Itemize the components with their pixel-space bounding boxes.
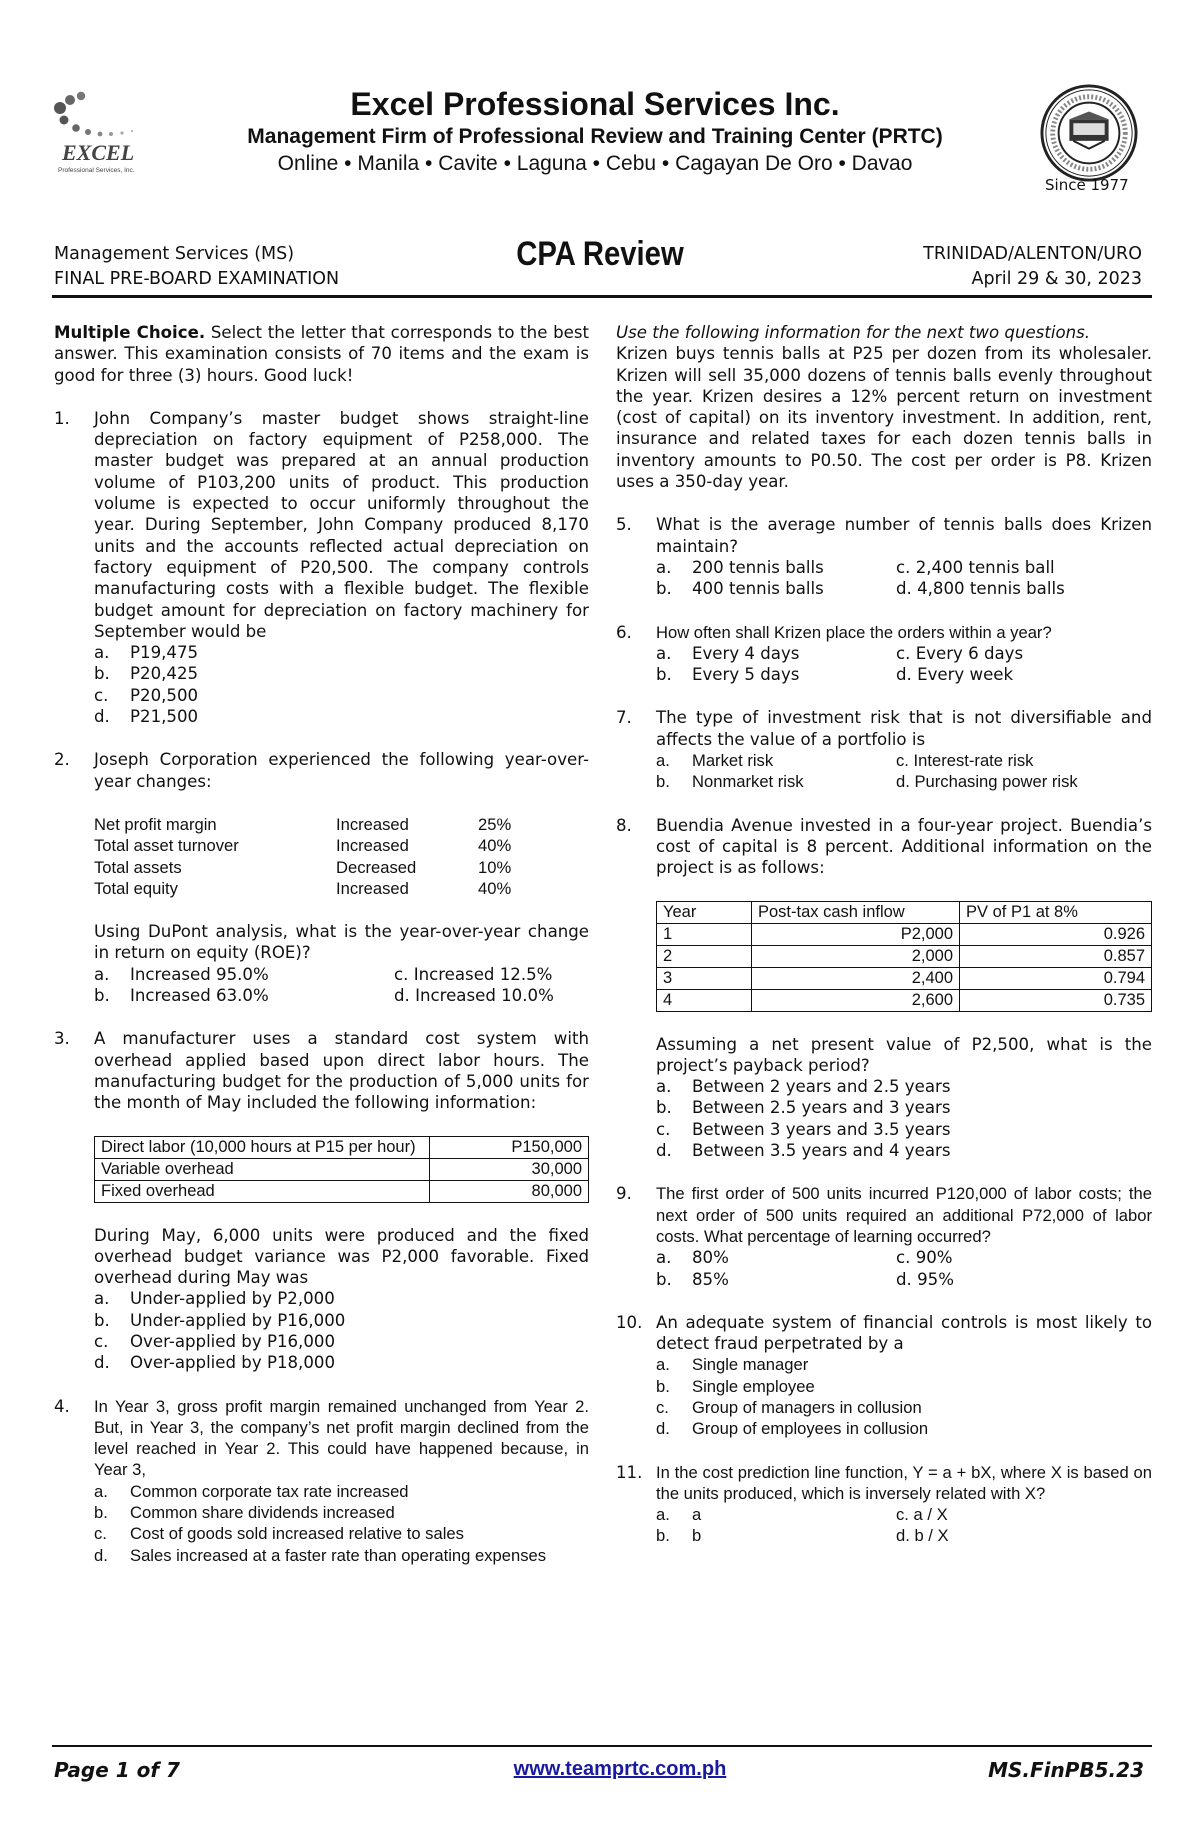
option-c[interactable]: c. Increased 12.5% [394,964,553,984]
option-c[interactable]: c. Interest-rate risk [896,751,1034,771]
org-name: Excel Professional Services Inc. [350,86,840,122]
table-header-row [657,901,1152,923]
question-stem: Buendia Avenue invested in a four-year project. Buendia’s cost of capital is 8 percent. Additional information on the project is as follows: [656,815,1152,878]
question-4 [54,1396,589,1566]
table-row: Total assets Decreased 10% [94,857,512,877]
question-10 [616,1312,1152,1440]
option-a[interactable]: a. Increased 95.0% [94,964,269,984]
page-title: CPA Review [516,235,684,273]
table-row: Direct labor (10,000 hours at P15 per hour) P150,000 [95,1136,589,1158]
column-header: Year [657,901,752,923]
krizen-case [616,322,1152,492]
option-b[interactable]: b. Increased 63.0% [94,986,269,1006]
logo-wordmark: EXCEL [62,140,135,165]
option-d[interactable]: d. Between 3.5 years and 4 years [656,1141,951,1161]
reviewers-label: TRINIDAD/ALENTON/URO [923,244,1142,264]
option-c[interactable]: c. Group of managers in collusion [656,1397,922,1417]
option-b[interactable]: b. Single employee [656,1376,815,1396]
document-code: MS.FinPB5.23 [988,1758,1144,1782]
option-b[interactable]: b. Every 5 days [656,665,800,685]
option-d[interactable]: d. Group of employees in collusion [656,1419,929,1439]
option-a[interactable]: a. Single manager [656,1355,809,1375]
right-column [616,322,1152,1547]
option-b[interactable]: b. 85% [656,1269,729,1289]
option-d[interactable]: d. Every week [896,665,1014,685]
table-row: 3 2,400 0.794 [657,967,1152,989]
question-number: 5. [616,515,632,535]
option-c[interactable]: c. 90% [896,1248,953,1268]
subject-label: Management Services (MS) [54,244,295,264]
question-stem: What is the average number of tennis balls does Krizen maintain? [656,515,1152,556]
option-c[interactable]: c. 2,400 tennis ball [896,557,1055,577]
question-number: 4. [54,1396,70,1416]
question-number: 2. [54,750,70,770]
question-stem: In Year 3, gross profit margin remained unchanged from Year 2. But, in Year 3, the company’s net profit margin declined from the level reached in Year 2. This could have happened because, in Year 3, [94,1396,589,1480]
question-stem: How often shall Krizen place the orders within a year? [656,622,1052,642]
option-a[interactable]: a. Market risk [656,751,774,771]
question-7 [616,707,1152,792]
prtc-seal-icon [1040,84,1138,182]
question-5 [616,514,1152,599]
question-stem: In the cost prediction line function, Y = a + bX, where X is based on the units produced, which is inversely related with X? [656,1462,1152,1503]
cashflow-table [656,901,1152,1012]
option-c[interactable]: c. Cost of goods sold increased relative to sales [94,1524,464,1544]
since-year: Since 1977 [1045,176,1129,194]
option-d[interactable]: d. Increased 10.0% [394,986,554,1006]
website-link[interactable]: www.teamprtc.com.ph [513,1758,727,1780]
question-9 [616,1183,1152,1289]
option-d[interactable]: d. Sales increased at a faster rate than operating expenses [94,1545,547,1565]
footer-divider [52,1745,1152,1747]
question-prompt: During May, 6,000 units were produced and the fixed overhead budget variance was P2,000 favorable. Fixed overhead during May was [94,1225,589,1288]
exam-label: FINAL PRE-BOARD EXAMINATION [54,269,340,289]
instructions-text: Select the letter that corresponds to the best answer. This examination consists of 70 items and the exam is good for three (3) hours. Good luck! [54,323,589,385]
option-a[interactable]: a. 200 tennis balls [656,557,824,577]
option-b[interactable]: b. b [656,1526,702,1546]
header-divider [52,295,1152,298]
option-d[interactable]: d. P21,500 [94,707,199,727]
question-11 [616,1462,1152,1547]
option-c[interactable]: c. Between 3 years and 3.5 years [656,1119,951,1139]
question-stem: The first order of 500 units incurred P120,000 of labor costs; the next order of 500 units required an additional P72,000 of labor costs. What percentage of learning occurred? [656,1184,1152,1246]
table-row: Fixed overhead 80,000 [95,1180,589,1202]
option-b[interactable]: b. 400 tennis balls [656,579,824,599]
option-a[interactable]: a. P19,475 [94,643,199,663]
case-lead: Use the following information for the next two questions. [616,323,1091,342]
question-prompt: Using DuPont analysis, what is the year-over-year change in return on equity (ROE)? [94,922,589,963]
table-row: Total asset turnover Increased 40% [94,836,512,856]
question-stem: The type of investment risk that is not diversifiable and affects the value of a portfolio is [656,708,1152,749]
option-c[interactable]: c. P20,500 [94,685,199,705]
page-number: Page 1 of 7 [54,1758,180,1782]
question-stem: Joseph Corporation experienced the following year-over-year changes: [94,750,589,791]
table-row: 1 P2,000 0.926 [657,923,1152,945]
option-d[interactable]: d. Over-applied by P18,000 [94,1353,336,1373]
question-number: 6. [616,622,632,642]
option-b[interactable]: b. Nonmarket risk [656,772,804,792]
question-2 [54,749,589,1006]
option-a[interactable]: a. Every 4 days [656,643,800,663]
question-6 [616,622,1152,686]
logo-tagline: Professional Services, Inc. [58,167,135,174]
option-d[interactable]: d. 4,800 tennis balls [896,579,1065,599]
instructions [54,322,589,386]
question-1 [54,408,589,727]
question-number: 10. [616,1312,643,1332]
org-locations: Online • Manila • Cavite • Laguna • Cebu • Cagayan De Oro • Davao [277,152,913,175]
table-row: Net profit margin Increased 25% [94,814,512,834]
column-header: Post-tax cash inflow [752,901,960,923]
option-d[interactable]: d. b / X [896,1526,949,1546]
exam-date: April 29 & 30, 2023 [971,269,1142,289]
table-row: Total equity Increased 40% [94,878,512,898]
question-number: 7. [616,708,632,728]
option-a[interactable]: a. 80% [656,1248,729,1268]
option-b[interactable]: b. Under-applied by P16,000 [94,1310,346,1330]
option-c[interactable]: c. Every 6 days [896,643,1024,663]
excel-logo [50,88,160,178]
table-row: 4 2,600 0.735 [657,989,1152,1011]
question-3 [54,1028,589,1373]
table-row: 2 2,000 0.857 [657,945,1152,967]
case-text: Krizen buys tennis balls at P25 per dozen from its wholesaler. Krizen will sell 35,000 dozens of tennis balls evenly throughout the year. Krizen desires a 12% percent return on investment (cost of capital) on its inventory investment. In addition, rent, insurance and related taxes for each dozen tennis balls in inventory amounts to P0.50. The cost per order is P8. Krizen uses a 350-day year. [616,344,1152,492]
option-a[interactable]: a. a [656,1505,702,1525]
question-stem: A manufacturer uses a standard cost system with overhead applied based upon direct labor hours. The manufacturing budget for the production of 5,000 units for the month of May included the following information: [94,1029,589,1113]
question-stem: John Company’s master budget shows straight-line depreciation on factory equipment of P258,000. The master budget was prepared at an annual production volume of P103,200 units of product. This production volume is expected to occur uniformly throughout the year. During September, John Company produced 8,170 units and the accounts reflected actual depreciation on factory equipment of P20,500. The company controls manufacturing costs with a flexible budget. The flexible budget amount for depreciation on factory machinery for September would be [94,408,589,641]
table-row: Variable overhead 30,000 [95,1158,589,1180]
question-8 [616,815,1152,1162]
question-prompt: Assuming a net present value of P2,500, what is the project’s payback period? [656,1034,1152,1075]
option-d[interactable]: d. 95% [896,1269,954,1289]
question-number: 9. [616,1184,632,1204]
option-a[interactable]: a. Between 2 years and 2.5 years [656,1077,951,1097]
instructions-bold: Multiple Choice. [54,323,206,342]
question-stem: An adequate system of financial controls is most likely to detect fraud perpetrated by a [656,1312,1152,1354]
option-d[interactable]: d. Purchasing power risk [896,772,1078,792]
question-number: 3. [54,1029,70,1049]
option-a[interactable]: a. Under-applied by P2,000 [94,1289,335,1309]
option-c[interactable]: c. a / X [896,1505,948,1525]
org-subtitle: Management Firm of Professional Review and Training Center (PRTC) [247,125,943,148]
question-number: 11. [616,1462,643,1482]
option-b[interactable]: b. P20,425 [94,664,199,684]
left-column [54,322,589,1566]
option-c[interactable]: c. Over-applied by P16,000 [94,1331,336,1351]
budget-table [94,1136,589,1203]
option-a[interactable]: a. Common corporate tax rate increased [94,1481,409,1501]
column-header: PV of P1 at 8% [960,901,1152,923]
changes-table [94,814,589,899]
option-b[interactable]: b. Between 2.5 years and 3 years [656,1098,951,1118]
question-number: 1. [54,408,70,428]
question-number: 8. [616,815,632,835]
option-b[interactable]: b. Common share dividends increased [94,1503,395,1523]
